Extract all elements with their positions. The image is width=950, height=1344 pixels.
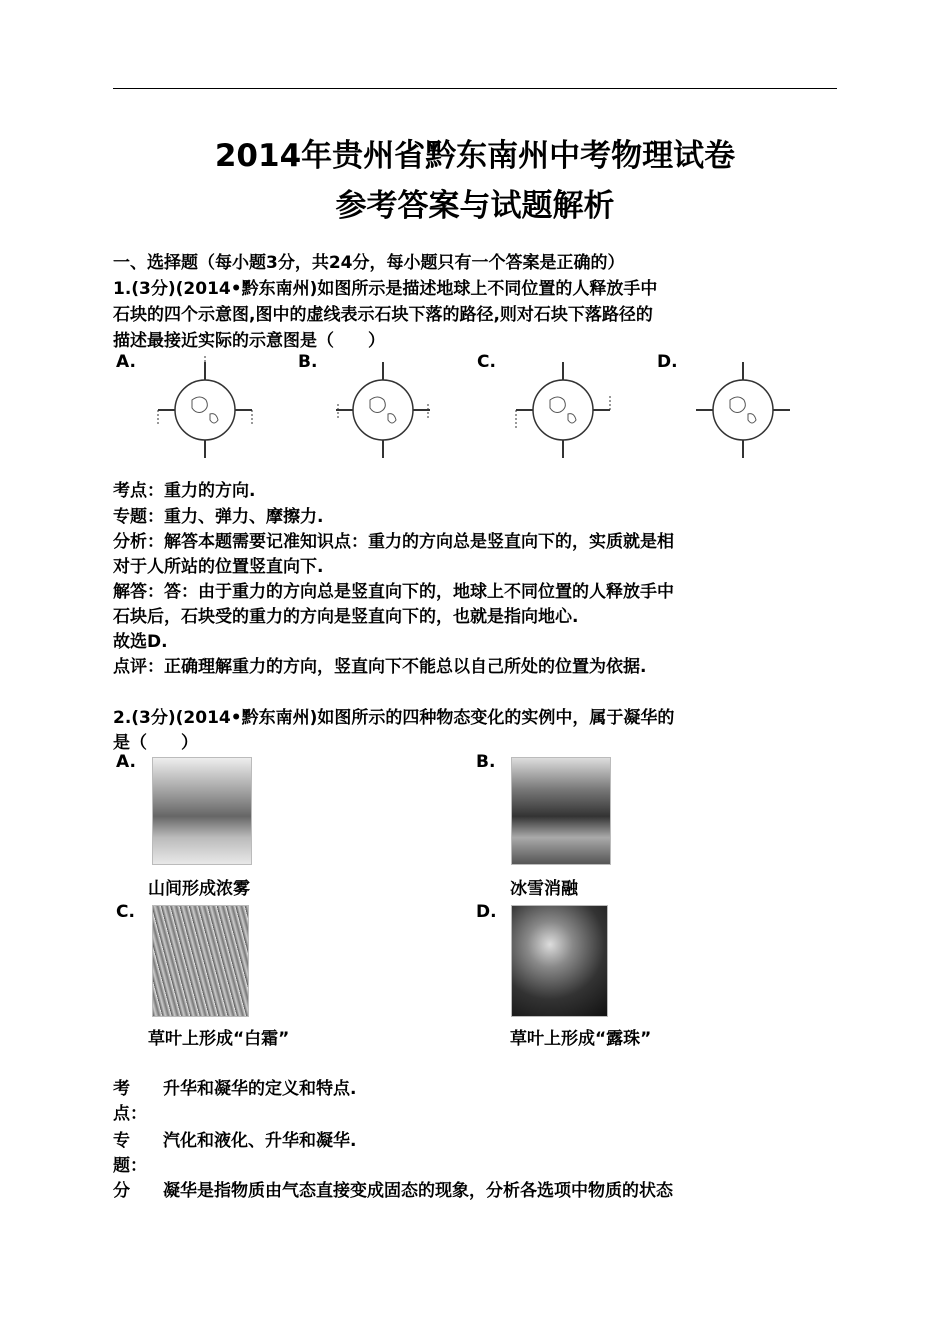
q2-option-c-caption: 草叶上形成“白霜”: [148, 1029, 290, 1049]
page-title: 2014年贵州省黔东南州中考物理试卷: [214, 138, 736, 174]
q1-analysis-line: 解答：答：由于重力的方向总是竖直向下的，地球上不同位置的人释放手中: [113, 582, 674, 602]
q1-analysis-line: 专题：重力、弹力、摩擦力.: [113, 507, 324, 527]
globe-figure-d: [688, 356, 798, 464]
fog-mountain-photo: [152, 757, 252, 865]
q2-option-c-label: C.: [116, 902, 135, 922]
q2-option-b-label: B.: [476, 752, 496, 772]
q2-fenxi-text: 凝华是指物质由气态直接变成固态的现象，分析各选项中物质的状态: [163, 1181, 673, 1201]
q2-kaodian-text: 升华和凝华的定义和特点.: [163, 1079, 357, 1099]
q1-option-b-label: B.: [298, 352, 318, 372]
globe-figure-b: [328, 356, 438, 464]
q1-stem-line: 描述最接近实际的示意图是（ ）: [113, 331, 385, 351]
dew-leaf-photo: [511, 905, 608, 1017]
q1-analysis-line: 石块后，石块受的重力的方向是竖直向下的，也就是指向地心.: [113, 607, 579, 627]
q2-label-zhuanti: 专: [113, 1131, 130, 1151]
q1-analysis-line: 分析：解答本题需要记准知识点：重力的方向总是竖直向下的，实质就是相: [113, 532, 674, 552]
q2-option-a-caption: 山间形成浓雾: [148, 879, 250, 899]
q1-analysis-line: 对于人所站的位置竖直向下.: [113, 557, 324, 577]
q1-analysis-line: 故选D.: [113, 632, 168, 652]
q2-label-kaodian: 考: [113, 1079, 130, 1099]
globe-figure-a: [150, 356, 260, 464]
q1-stem-line: 1.(3分)(2014•黔东南州)如图所示是描述地球上不同位置的人释放手中: [113, 279, 658, 299]
melting-snow-photo: [511, 757, 611, 865]
q2-label-fenxi: 分: [113, 1181, 130, 1201]
q1-analysis-line: 考点：重力的方向.: [113, 481, 256, 501]
frost-grass-photo: [152, 905, 249, 1017]
q2-option-d-caption: 草叶上形成“露珠”: [510, 1029, 652, 1049]
q2-option-a-label: A.: [116, 752, 136, 772]
q1-option-c-label: C.: [477, 352, 496, 372]
q1-option-d-label: D.: [657, 352, 678, 372]
q2-label-kaodian-2: 点：: [113, 1104, 147, 1124]
q2-option-b-caption: 冰雪消融: [510, 879, 578, 899]
header-rule: [113, 88, 837, 89]
q2-label-zhuanti-2: 题：: [113, 1156, 147, 1176]
globe-figure-c: [508, 356, 618, 464]
page-subtitle: 参考答案与试题解析: [335, 188, 615, 224]
q2-stem-line: 是（ ）: [113, 733, 198, 753]
q2-zhuanti-text: 汽化和液化、升华和凝华.: [163, 1131, 357, 1151]
q1-analysis-line: 点评：正确理解重力的方向，竖直向下不能总以自己所处的位置为依据.: [113, 657, 647, 677]
q1-option-a-label: A.: [116, 352, 136, 372]
section-heading: 一、选择题（每小题3分，共24分，每小题只有一个答案是正确的）: [113, 253, 625, 273]
q2-option-d-label: D.: [476, 902, 497, 922]
q1-stem-line: 石块的四个示意图,图中的虚线表示石块下落的路径,则对石块下落路径的: [113, 305, 653, 325]
q2-stem-line: 2.(3分)(2014•黔东南州)如图所示的四种物态变化的实例中，属于凝华的: [113, 708, 675, 728]
